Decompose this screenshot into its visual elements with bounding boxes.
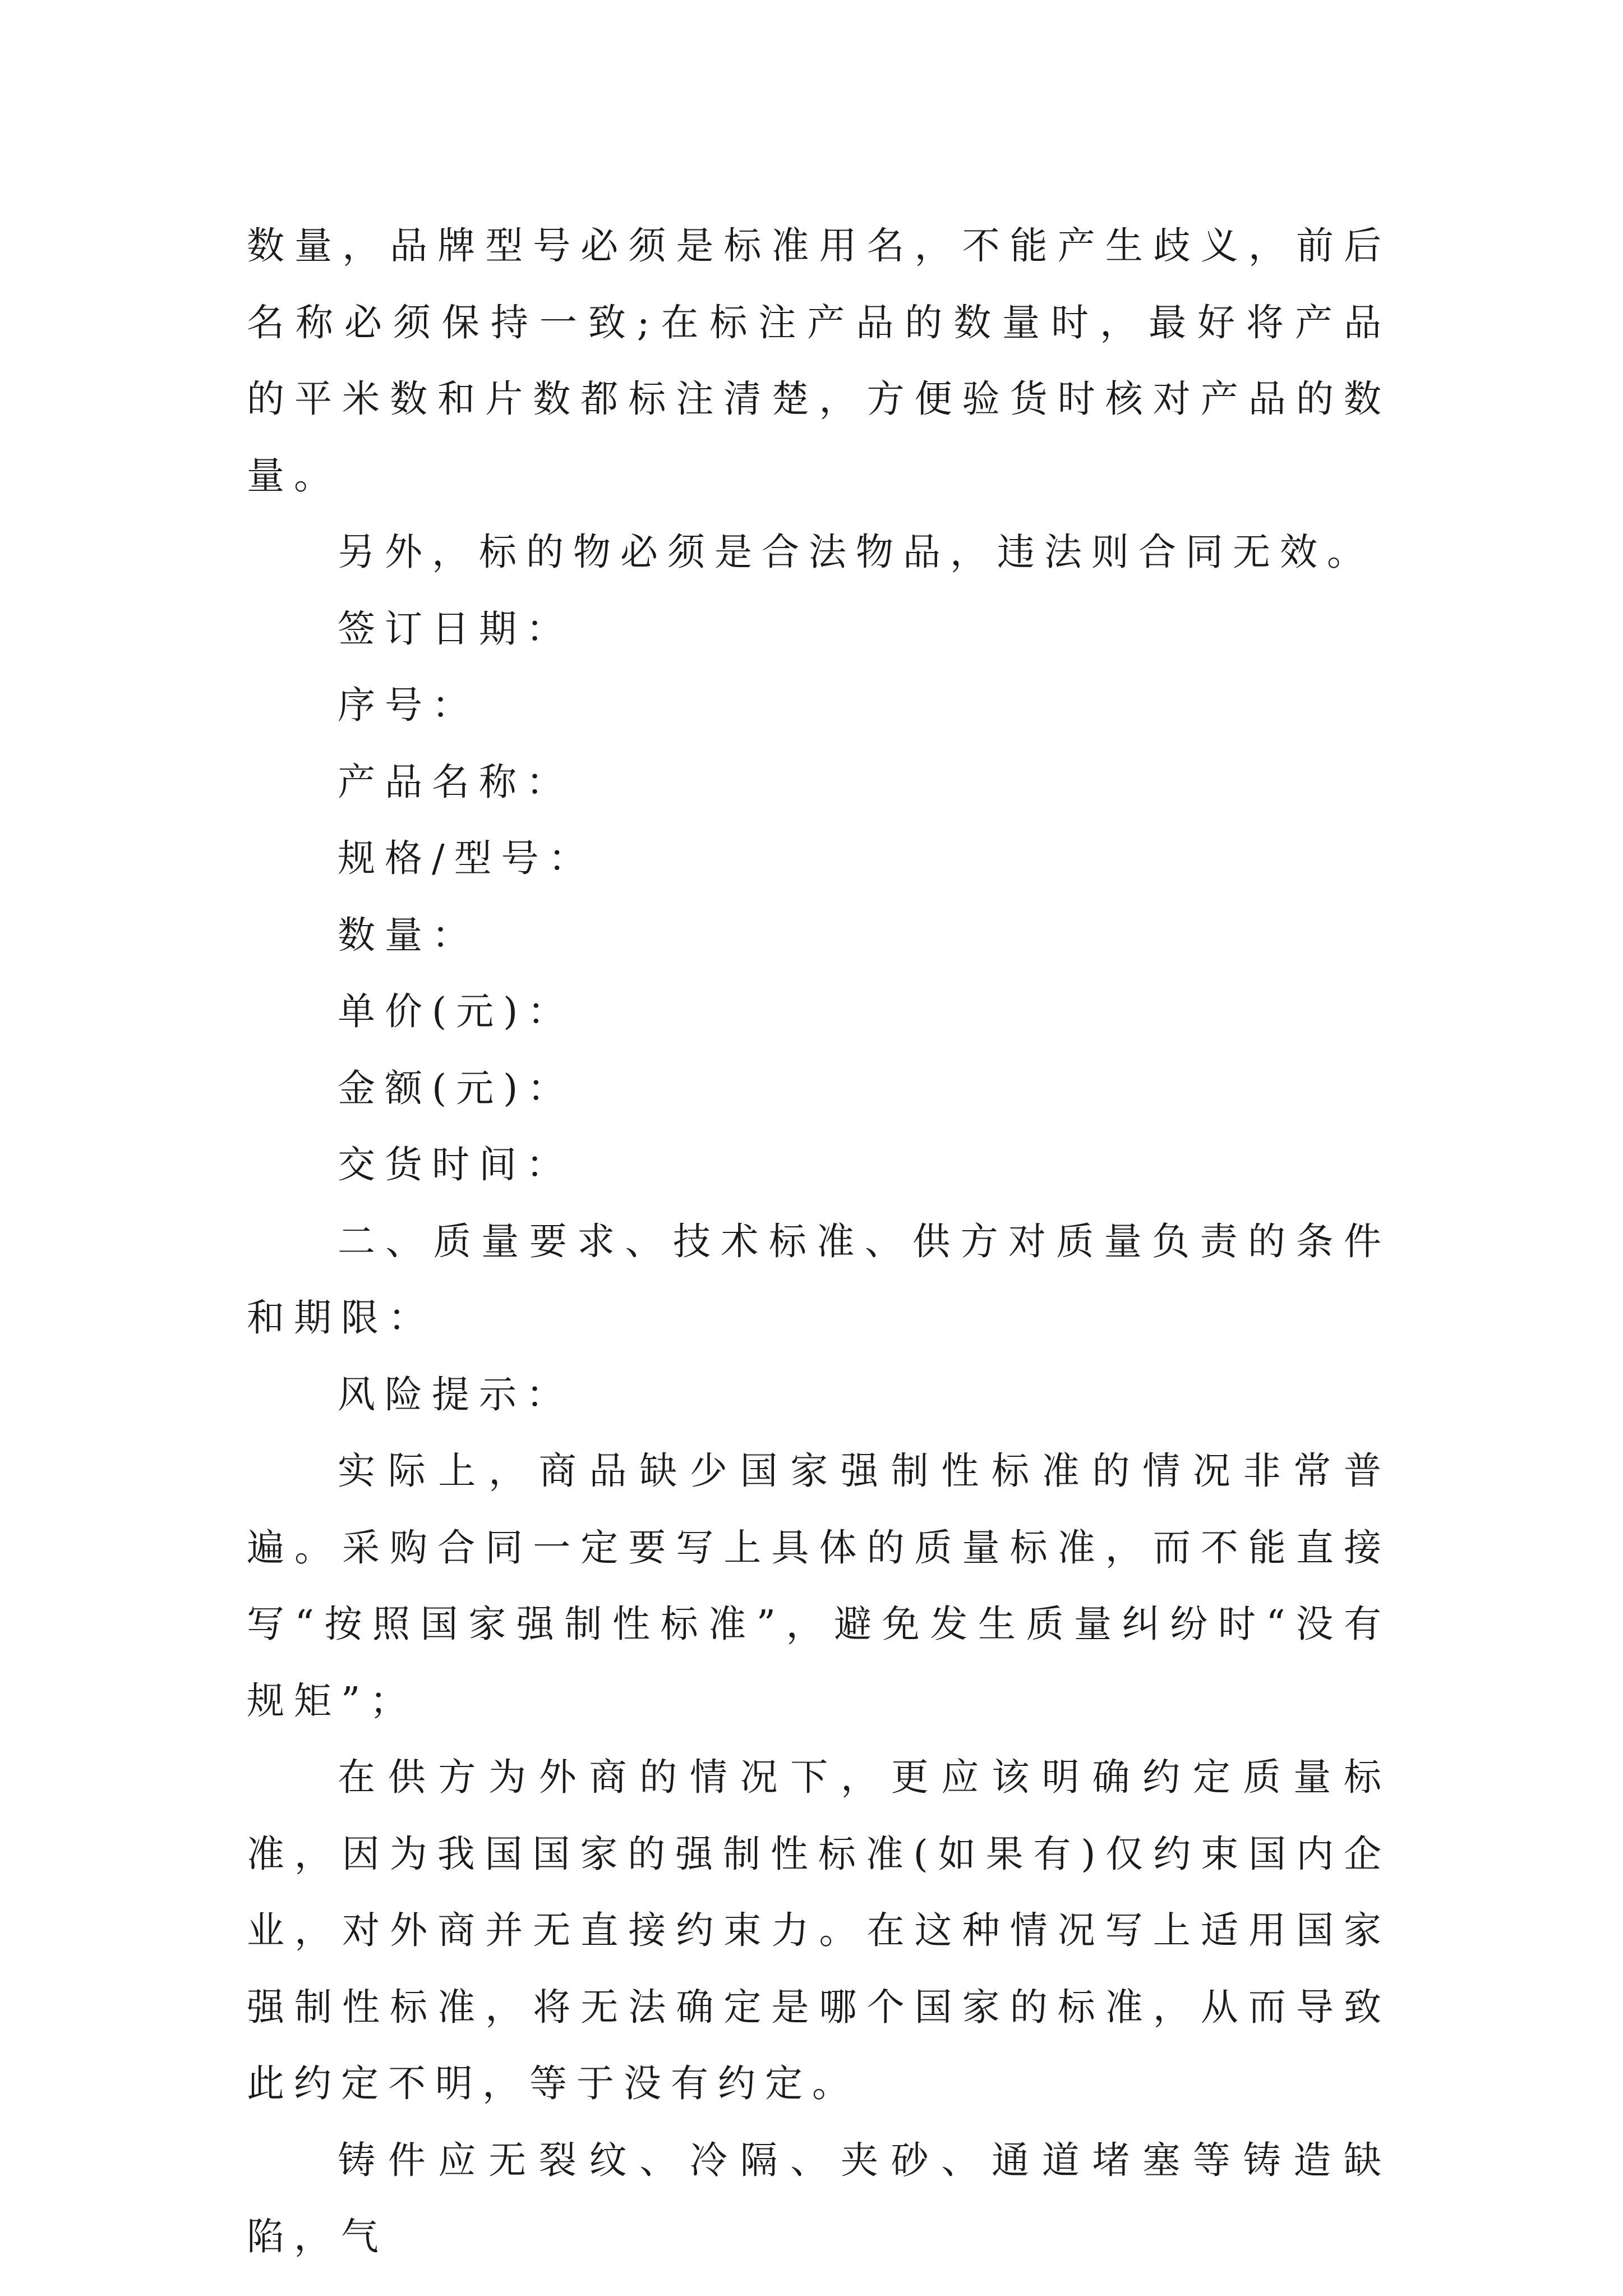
- paragraph-legal-goods: 另外，标的物必须是合法物品，违法则合同无效。: [338, 530, 1374, 574]
- field-spec-model: 规格/型号：: [338, 836, 596, 880]
- paragraph-casting-defects: 铸件应无裂纹、冷隔、夹砂、通道堵塞等铸造缺陷，气: [247, 2138, 1391, 2258]
- field-delivery-time: 交货时间：: [338, 1143, 573, 1186]
- field-amount: 金额(元)：: [338, 1066, 575, 1110]
- paragraph-quality-standard: 实际上，商品缺少国家强制性标准的情况非常普遍。采购合同一定要写上具体的质量标准，而不能直接写“按照国家强制性标准”，避免发生质量纠纷时“没有规矩”；: [247, 1449, 1391, 1723]
- document-body: [247, 208, 1391, 2275]
- field-serial-number: 序号：: [338, 683, 479, 727]
- field-signing-date: 签订日期：: [338, 606, 573, 651]
- paragraph-foreign-supplier: 在供方为外商的情况下，更应该明确约定质量标准，因为我国国家的强制性标准(如果有)仅约束国内企业，对外商并无直接约束力。在这种情况写上适用国家强制性标准，将无法确定是哪个国家的标准，从而导致此约定不明，等于没有约定。: [247, 1755, 1391, 2105]
- field-product-name: 产品名称：: [338, 760, 573, 804]
- paragraph-product-naming: 数量，品牌型号必须是标准用名，不能产生歧义，前后名称必须保持一致;在标注产品的数量时，最好将产品的平米数和片数都标注清楚，方便验货时核对产品的数量。: [247, 224, 1391, 498]
- section-heading-quality: 二、质量要求、技术标准、供方对质量负责的条件和期限：: [247, 1219, 1391, 1340]
- field-quantity: 数量：: [338, 913, 479, 957]
- field-unit-price: 单价(元)：: [338, 990, 575, 1033]
- risk-notice-label: 风险提示：: [338, 1372, 573, 1416]
